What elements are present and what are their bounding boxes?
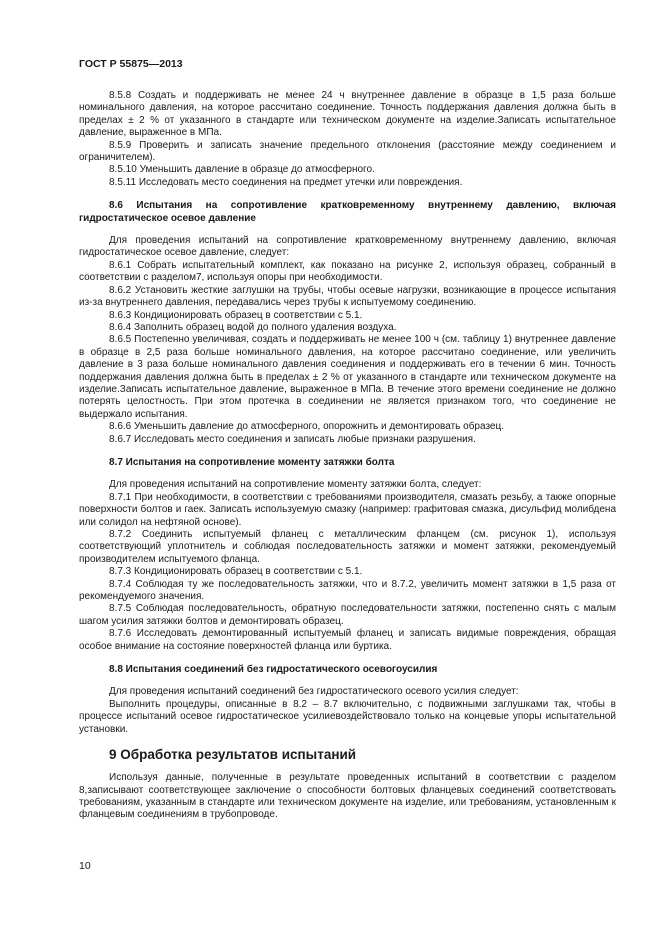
clause-8-7-2: 8.7.2 Соединить испытуемый фланец с металлическим фланцем (см. рисунок 1), используя соответствующий уплотнитель и соблюдая последовательность затяжки и момент затяжки, рекомендуемый производителем испытуемого фланца. [79,529,616,565]
document-page [79,58,616,822]
section-8-7-intro: Для проведения испытаний на сопротивление моменту затяжки болта, следует: [109,479,482,491]
section-9-body: Используя данные, полученные в результате проведенных испытаний в соответствии с разделом 8,записывают соответствующее заключение о способности болтовых фланцевых соединений соответствовать требованиям, указанным в стандарте или техническом документе на изделие, или требованиям, установленным к фланцевым соединениям в трубопроводе. [79,772,616,821]
clause-8-7-4: 8.7.4 Соблюдая ту же последовательность затяжки, что и 8.7.2, увеличить момент затяжки в 1,5 раза от рекомендуемого значения. [79,578,616,603]
clause-8-6-3: 8.6.3 Кондиционировать образец в соответствии с 5.1. [109,309,363,321]
section-8-8-heading: 8.8 Испытания соединений без гидростатического осевогоусилия [109,664,438,676]
section-9-heading: 9 Обработка результатов испытаний [109,747,357,763]
clause-8-6-2: 8.6.2 Установить жесткие заглушки на трубы, чтобы осевые нагрузки, возникающие в процессе испытания из-за внутреннего давления, передавались через трубы к испытуемому соединению. [79,284,616,309]
clause-8-6-7: 8.6.7 Исследовать место соединения и записать любые признаки разрушения. [109,433,476,445]
page-number: 10 [79,860,91,872]
section-8-7-heading: 8.7 Испытания на сопротивление моменту затяжки болта [109,456,395,468]
section-8-8-intro: Для проведения испытаний соединений без гидростатического осевого усилия следует: [109,686,519,698]
document-header: ГОСТ Р 55875—2013 [79,58,183,70]
section-8-6-heading: 8.6 Испытания на сопротивление кратковременному внутреннему давлению, включая гидростатическое осевое давление [79,200,616,224]
clause-8-6-4: 8.6.4 Заполнить образец водой до полного удаления воздуха. [109,321,397,333]
clause-8-5-10: 8.5.10 Уменьшить давление в образце до атмосферного. [109,164,375,176]
clause-8-7-1: 8.7.1 При необходимости, в соответствии с требованиями производителя, смазать резьбу, а также опорные поверхности болтов и гаек. Записать используемую смазку (например: графитовая смазка, дисульфид молибдена или солидол на нефтяной основе). [79,491,616,528]
clause-8-6-5: 8.6.5 Постепенно увеличивая, создать и поддерживать не менее 100 ч (см. таблицу 1) внутреннее давление в образце в 2,5 раза больше номинального давления, на которое рассчитано соединение, или увеличить давление в 3 раза больше номинального давления соединения и поддерживать его в течении 6 мин. Точность поддержания давления должна быть в пределах ± 2 % от указанного в стандарте или техническом документе на изделие.Записать испытательное давление, выраженное в МПа. В течение этого времени соединение не должно потерять целостность. При этом протечка в соединении не является признаком того, что соединение не выдержало испытания. [79,334,616,420]
section-8-6-intro: Для проведения испытаний на сопротивление кратковременному внутреннему давлению, включая гидростатическое осевое давление, следует: [79,235,616,259]
clause-8-5-11: 8.5.11 Исследовать место соединения на предмет утечки или повреждения. [109,176,463,188]
clause-8-6-6: 8.6.6 Уменьшить давление до атмосферного, опорожнить и демонтировать образец. [109,421,504,433]
clause-8-7-6: 8.7.6 Исследовать демонтированный испытуемый фланец и записать видимые повреждения, обращая особое внимание на состояние поверхностей фланца или буртика. [79,628,616,652]
clause-8-7-5: 8.7.5 Соблюдая последовательность, обратную последовательности затяжки, постепенно снять с малым шагом усилия затяжки болтов и демонтировать образец. [79,603,616,627]
clause-8-6-1: 8.6.1 Собрать испытательный комплект, как показано на рисунке 2, используя образец, собранный в соответствии с разделом7, используя опоры при необходимости. [79,259,616,284]
clause-8-7-3: 8.7.3 Кондиционировать образец в соответствии с 5.1. [109,566,363,578]
section-8-8-body: Выполнить процедуры, описанные в 8.2 – 8.7 включительно, с подвижными заглушками так, чтобы в процессе испытаний осевое гидростатическое усилиевоздействовало только на концевые упоры испытательной установки. [79,698,616,735]
clause-8-5-8: 8.5.8 Создать и поддерживать не менее 24 ч внутреннее давление в образце в 1,5 раза больше номинального давления, на которое рассчитано соединение. Точность поддержания давления должна быть в пределах ± 2 % от указанного в стандарте или техническом документе на изделие.Записать испытательное давление, выраженное в МПа. [79,90,616,139]
clause-8-5-9: 8.5.9 Проверить и записать значение предельного отклонения (расстояние между соединением и ограничителем). [79,139,616,164]
